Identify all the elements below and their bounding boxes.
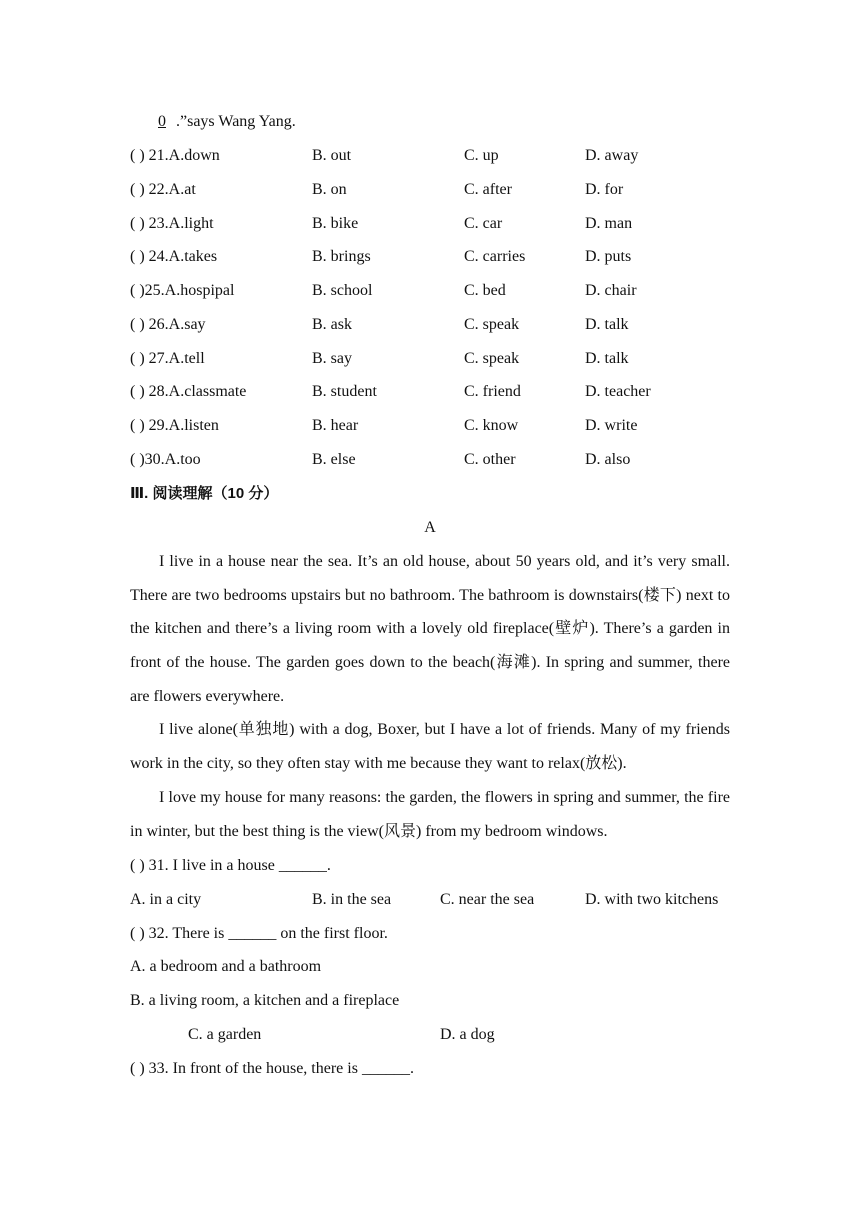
question-32-options-cd xyxy=(130,1023,730,1047)
question-row-21 xyxy=(130,144,730,168)
question-32-option-a: A. a bedroom and a bathroom xyxy=(130,958,322,975)
question-row-27 xyxy=(130,347,730,371)
option-d: D. for xyxy=(585,181,624,198)
question-row-26 xyxy=(130,313,730,337)
passage-paragraph-1: I live in a house near the sea. It’s an old house, about 50 years old, and it’s very small. There are two bedrooms upstairs but no bathroom. The bathroom is downstairs(楼下) next to the kitchen and there’s a living room with a lovely old fireplace(壁炉). There’s a garden in front of the house. The garden goes down to the beach(海滩). In spring and summer, there are flowers everywhere. xyxy=(130,553,730,705)
option-d: D. talk xyxy=(585,350,629,367)
option-b: B. bike xyxy=(312,215,359,232)
question-31-options xyxy=(130,888,730,912)
option-d: D. with two kitchens xyxy=(585,891,719,908)
option-b: B. hear xyxy=(312,417,359,434)
question-stem: ( )25.A.hospipal xyxy=(130,282,235,299)
option-b: B. school xyxy=(312,282,373,299)
option-b: B. ask xyxy=(312,316,352,333)
section-heading: Ⅲ. 阅读理解（10 分） xyxy=(130,485,279,502)
question-row-29 xyxy=(130,414,730,438)
option-c: C. speak xyxy=(464,350,520,367)
option-d: D. puts xyxy=(585,248,632,265)
option-c: C. near the sea xyxy=(440,891,535,908)
option-c: C. up xyxy=(464,147,499,164)
question-row-22 xyxy=(130,178,730,202)
intro-line xyxy=(158,110,758,134)
question-stem: ( ) 28.A.classmate xyxy=(130,383,247,400)
question-stem: ( ) 29.A.listen xyxy=(130,417,219,434)
option-c: C. friend xyxy=(464,383,521,400)
passage-paragraph-2: I live alone(单独地) with a dog, Boxer, but I have a lot of friends. Many of my friends work in the city, so they often stay with me because they want to relax(放松). xyxy=(130,721,730,772)
question-32-stem: ( ) 32. There is ______ on the first floor. xyxy=(130,925,388,942)
option-b: B. say xyxy=(312,350,352,367)
question-31-stem: ( ) 31. I live in a house ______. xyxy=(130,857,331,874)
question-stem: ( ) 21.A.down xyxy=(130,147,220,164)
question-stem: ( ) 27.A.tell xyxy=(130,350,205,367)
question-row-25 xyxy=(130,279,730,303)
question-stem: ( ) 23.A.light xyxy=(130,215,214,232)
option-d: D. a dog xyxy=(440,1026,495,1043)
question-stem: ( ) 22.A.at xyxy=(130,181,196,198)
passage-paragraph-3: I love my house for many reasons: the garden, the flowers in spring and summer, the fire in winter, but the best thing is the view(风景) from my bedroom windows. xyxy=(130,789,730,840)
option-d: D. away xyxy=(585,147,639,164)
option-a: A. in a city xyxy=(130,891,202,908)
option-b: B. on xyxy=(312,181,347,198)
option-b: B. in the sea xyxy=(312,891,392,908)
question-33-stem: ( ) 33. In front of the house, there is ______. xyxy=(130,1060,414,1077)
option-b: B. out xyxy=(312,147,352,164)
option-c: C. after xyxy=(464,181,512,198)
passage-label: A xyxy=(424,519,436,536)
option-c: C. carries xyxy=(464,248,526,265)
question-32-option-b: B. a living room, a kitchen and a fireplace xyxy=(130,992,400,1009)
answer-blank: 0 xyxy=(158,113,166,130)
option-c: C. bed xyxy=(464,282,506,299)
question-row-23 xyxy=(130,212,730,236)
question-stem: ( ) 26.A.say xyxy=(130,316,206,333)
option-d: D. talk xyxy=(585,316,629,333)
intro-text: .”says Wang Yang. xyxy=(172,113,296,130)
option-c: C. speak xyxy=(464,316,520,333)
option-d: D. teacher xyxy=(585,383,651,400)
option-d: D. write xyxy=(585,417,638,434)
question-row-28 xyxy=(130,380,730,404)
question-stem: ( )30.A.too xyxy=(130,451,201,468)
question-row-30 xyxy=(130,448,730,472)
option-b: B. brings xyxy=(312,248,371,265)
question-stem: ( ) 24.A.takes xyxy=(130,248,218,265)
option-c: C. know xyxy=(464,417,519,434)
option-d: D. chair xyxy=(585,282,637,299)
option-c: C. other xyxy=(464,451,516,468)
option-d: D. man xyxy=(585,215,633,232)
option-d: D. also xyxy=(585,451,631,468)
option-b: B. student xyxy=(312,383,377,400)
option-c: C. car xyxy=(464,215,503,232)
option-b: B. else xyxy=(312,451,356,468)
option-c: C. a garden xyxy=(188,1026,262,1043)
question-row-24 xyxy=(130,245,730,269)
